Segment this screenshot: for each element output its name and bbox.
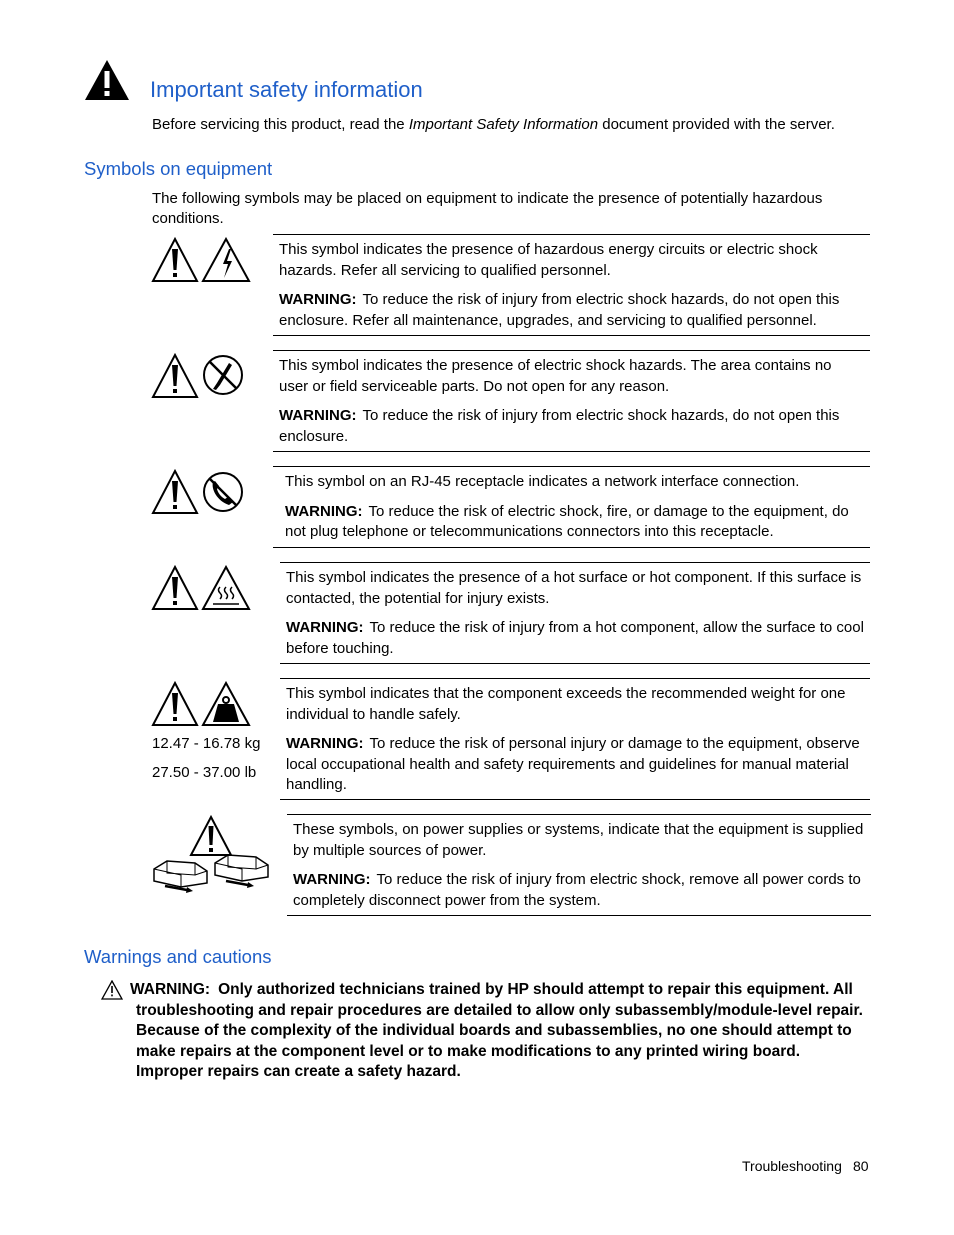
warning-label: WARNING: bbox=[293, 871, 371, 888]
main-warning-text: Only authorized technicians trained by HP should attempt to repair this equipment. All troubleshooting and repair procedures are detailed to allow only subassembly/module-level repair. Because of the complexity of the individual boards and subassemblies, no one should attempt to make repairs at the component level or to make modifications to any printed wiring board. Improper repairs can create a safety hazard. bbox=[136, 981, 863, 1080]
no-telephone-icon bbox=[204, 473, 242, 511]
power-supply-icon bbox=[154, 855, 268, 893]
symbol-block-6 bbox=[287, 814, 871, 916]
warning-label: WARNING: bbox=[285, 502, 363, 520]
hot-surface-icon bbox=[203, 567, 249, 609]
warning-label: WARNING: bbox=[279, 291, 357, 308]
symbol-warning: To reduce the risk of personal injury or damage to the equipment, observe local occupational health and safety requirements and guidelines for manual material handling. bbox=[286, 735, 860, 793]
warnings-heading: Warnings and cautions bbox=[84, 946, 272, 967]
symbol-description: This symbol indicates the presence of hazardous energy circuits or electric shock hazards. Refer all servicing to qualified personnel. bbox=[279, 241, 818, 279]
symbol-description: This symbol indicates the presence of a hot surface or hot component. If this surface is contacted, the potential for injury exists. bbox=[286, 569, 862, 607]
symbol-icons-2 bbox=[151, 353, 251, 399]
exclamation-triangle-icon bbox=[153, 471, 197, 513]
symbol-block-2 bbox=[273, 350, 870, 452]
symbol-warning: To reduce the risk of injury from a hot component, allow the surface to cool before touching. bbox=[286, 619, 864, 657]
exclamation-triangle-icon bbox=[153, 239, 197, 281]
symbol-description: This symbol indicates the presence of electric shock hazards. The area contains no user or field serviceable parts. Do not open for any reason. bbox=[279, 357, 832, 395]
symbol-icons-5 bbox=[151, 681, 251, 727]
symbol-description: This symbol on an RJ-45 receptacle indicates a network interface connection. bbox=[285, 473, 800, 490]
heavy-weight-icon bbox=[203, 683, 249, 725]
symbol-icons-3 bbox=[151, 469, 251, 515]
symbols-intro: The following symbols may be placed on equipment to indicate the presence of potentially hazardous conditions. bbox=[152, 190, 823, 227]
warning-triangle-icon bbox=[83, 58, 131, 102]
warning-label: WARNING: bbox=[279, 407, 357, 424]
main-warning bbox=[100, 980, 870, 1083]
symbol-icons-6 bbox=[151, 815, 275, 895]
symbols-heading: Symbols on equipment bbox=[84, 158, 273, 179]
symbol-description: This symbol indicates that the component exceeds the recommended weight for one individual to handle safely. bbox=[286, 685, 846, 723]
exclamation-triangle-icon bbox=[153, 683, 197, 725]
page-title: Important safety information bbox=[150, 77, 423, 102]
symbol-warning: To reduce the risk of injury from electric shock hazards, do not open this enclosure. bbox=[279, 407, 840, 445]
symbol-icons-1 bbox=[151, 237, 251, 283]
weight-lb: 27.50 - 37.00 lb bbox=[152, 764, 257, 781]
main-warning-label: WARNING: bbox=[130, 981, 211, 998]
footer-section: Troubleshooting bbox=[742, 1158, 842, 1174]
symbol-icons-4 bbox=[151, 565, 251, 611]
exclamation-triangle-icon bbox=[153, 567, 197, 609]
symbol-block-4 bbox=[280, 562, 870, 664]
symbol-warning: To reduce the risk of injury from electric shock hazards, do not open this enclosure. Refer all maintenance, upgrades, and servicing to qualified personnel. bbox=[279, 291, 840, 329]
symbol-block-5 bbox=[280, 678, 870, 800]
exclamation-triangle-icon bbox=[153, 355, 197, 397]
intro-paragraph: Before servicing this product, read the Important Safety Information document provided with the server. bbox=[152, 116, 835, 133]
no-tool-icon bbox=[204, 356, 242, 394]
symbol-description: These symbols, on power supplies or systems, indicate that the equipment is supplied by multiple sources of power. bbox=[293, 821, 864, 859]
document-name: Important Safety Information bbox=[408, 116, 599, 133]
symbol-warning: To reduce the risk of electric shock, fire, or damage to the equipment, do not plug telephone or telecommunications connectors into this receptacle. bbox=[285, 502, 849, 540]
exclamation-triangle-icon bbox=[191, 817, 231, 855]
symbol-block-3 bbox=[273, 466, 870, 548]
warning-label: WARNING: bbox=[286, 619, 364, 636]
page-number: 80 bbox=[853, 1158, 869, 1174]
symbol-block-1 bbox=[273, 234, 870, 336]
warning-label: WARNING: bbox=[286, 735, 364, 752]
lightning-triangle-icon bbox=[203, 239, 249, 281]
symbol-warning: To reduce the risk of injury from electric shock, remove all power cords to completely disconnect power from the system. bbox=[293, 871, 861, 909]
weight-kg: 12.47 - 16.78 kg bbox=[152, 735, 261, 752]
